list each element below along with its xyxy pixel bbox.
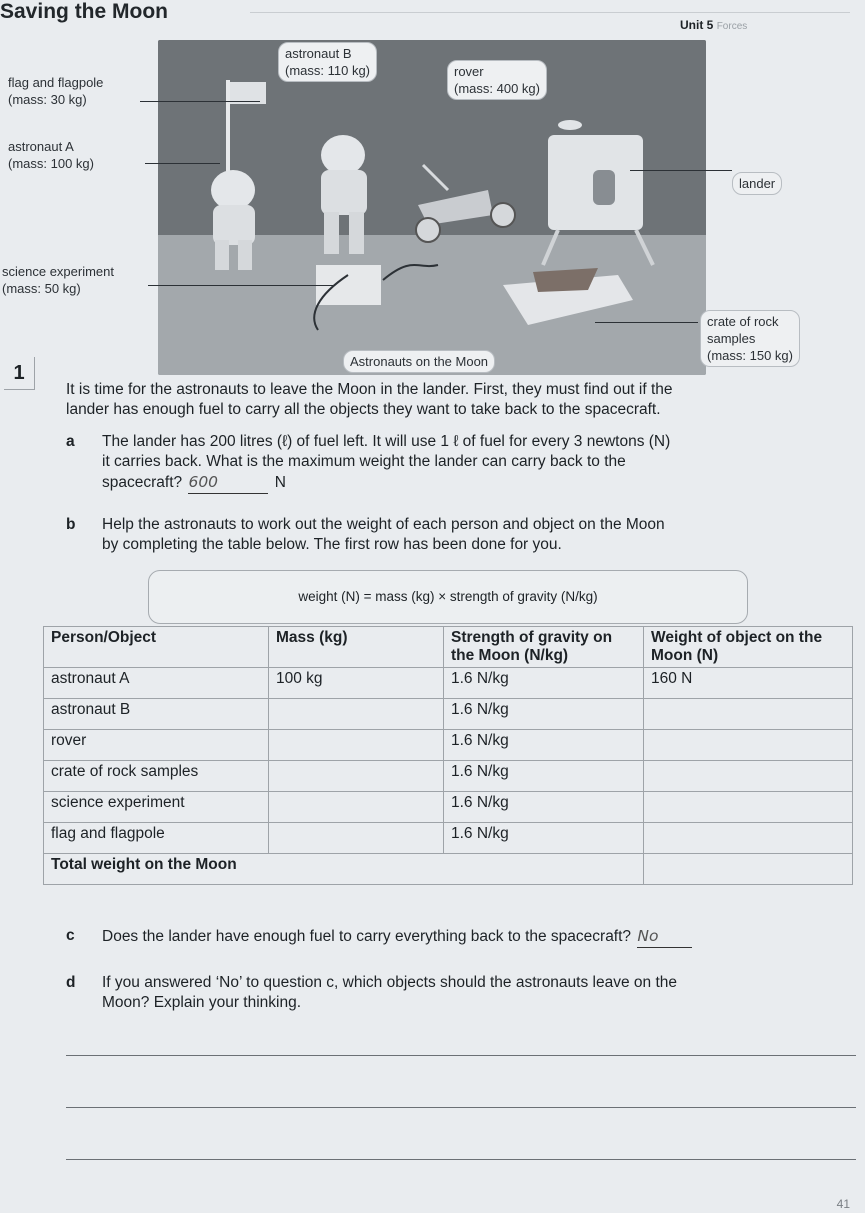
label-astronaut-a-name: astronaut A [8, 139, 74, 154]
label-crate [700, 310, 800, 367]
weight-formula: weight (N) = mass (kg) × strength of gravity (N/kg) [148, 570, 748, 624]
cell-gravity: 1.6 N/kg [444, 761, 644, 792]
question-number: 1 [4, 357, 35, 390]
cell-mass[interactable] [269, 761, 444, 792]
scene-caption: Astronauts on the Moon [343, 350, 495, 373]
cell-gravity: 1.6 N/kg [444, 792, 644, 823]
part-a-prefix: spacecraft? [102, 474, 183, 491]
cell-mass[interactable] [269, 823, 444, 854]
part-b-line-2: by completing the table below. The first row has been done for you. [102, 536, 562, 553]
answer-line-2[interactable] [66, 1107, 856, 1108]
part-c-text [102, 926, 858, 948]
intro-line-1: It is time for the astronauts to leave the Moon in the lander. First, they must find out if the [66, 381, 673, 398]
moon-illustration [158, 40, 706, 375]
header-person-object: Person/Object [44, 627, 269, 668]
table-total-row [44, 854, 853, 885]
label-lander: lander [732, 172, 782, 195]
cell-mass[interactable] [269, 792, 444, 823]
part-d-letter: d [66, 974, 76, 991]
label-flag-mass: (mass: 30 kg) [8, 92, 87, 107]
leader-astronaut-a [145, 163, 220, 164]
header-rule [250, 12, 850, 13]
unit-label [680, 18, 747, 32]
cell-weight[interactable] [644, 823, 853, 854]
label-flag-name: flag and flagpole [8, 75, 104, 90]
total-weight-cell[interactable] [644, 854, 853, 885]
part-a-line-1: The lander has 200 litres (ℓ) of fuel left. It will use 1 ℓ of fuel for every 3 newtons (N) [102, 433, 671, 450]
answer-line-1[interactable] [66, 1055, 856, 1056]
label-astronaut-a [8, 138, 94, 172]
cell-object: astronaut A [44, 668, 269, 699]
label-astronaut-b-mass: (mass: 110 kg) [285, 63, 371, 78]
astronaut-a-figure [211, 170, 255, 270]
astronaut-b-figure [321, 135, 367, 254]
cell-weight[interactable] [644, 730, 853, 761]
leader-lander [630, 170, 732, 171]
scene-drawing [158, 40, 706, 375]
header-weight: Weight of object on the Moon (N) [644, 627, 853, 668]
label-rover-mass: (mass: 400 kg) [454, 81, 540, 96]
cell-gravity: 1.6 N/kg [444, 730, 644, 761]
table-row [44, 668, 853, 699]
crate-figure [503, 268, 633, 325]
weight-table [43, 626, 853, 885]
part-a-answer-field[interactable] [188, 472, 268, 494]
rover-figure [416, 165, 515, 242]
answer-line-3[interactable] [66, 1159, 856, 1160]
leader-crate [595, 322, 698, 323]
cell-object: crate of rock samples [44, 761, 269, 792]
cell-mass[interactable] [269, 699, 444, 730]
part-b-letter: b [66, 516, 76, 533]
label-science [2, 263, 114, 297]
part-c-question: Does the lander have enough fuel to carry everything back to the spacecraft? [102, 928, 632, 945]
part-c-letter: c [66, 927, 75, 944]
unit-number: Unit 5 [680, 18, 714, 32]
table-header-row [44, 627, 853, 668]
part-a-unit: N [274, 474, 286, 491]
page-number: 41 [836, 1197, 850, 1211]
cell-gravity: 1.6 N/kg [444, 823, 644, 854]
label-astronaut-a-mass: (mass: 100 kg) [8, 156, 94, 171]
cell-object: rover [44, 730, 269, 761]
page-title: Saving the Moon [0, 0, 168, 23]
label-crate-mass: (mass: 150 kg) [707, 348, 793, 363]
cell-mass: 100 kg [269, 668, 444, 699]
label-science-mass: (mass: 50 kg) [2, 281, 81, 296]
part-d-line-2: Moon? Explain your thinking. [102, 994, 302, 1011]
part-c-answer-field[interactable] [637, 926, 692, 948]
leader-flag [140, 101, 260, 102]
question-intro [66, 380, 856, 420]
total-label: Total weight on the Moon [44, 854, 644, 885]
cell-object: flag and flagpole [44, 823, 269, 854]
cell-gravity: 1.6 N/kg [444, 668, 644, 699]
cell-gravity: 1.6 N/kg [444, 699, 644, 730]
table-row [44, 699, 853, 730]
cell-object: science experiment [44, 792, 269, 823]
leader-science [148, 285, 333, 286]
intro-line-2: lander has enough fuel to carry all the objects they want to take back to the spacecraft. [66, 401, 661, 418]
cell-mass[interactable] [269, 730, 444, 761]
label-crate-samples: samples [707, 331, 756, 346]
part-c-answer: No [637, 927, 659, 945]
cell-weight[interactable] [644, 699, 853, 730]
part-a-letter: a [66, 433, 75, 450]
part-b-text [102, 515, 852, 555]
label-science-name: science experiment [2, 264, 114, 279]
label-rover [447, 60, 547, 100]
part-d-text [102, 973, 858, 1013]
cell-object: astronaut B [44, 699, 269, 730]
part-a-answer-line [102, 472, 852, 494]
label-crate-name: crate of rock [707, 314, 779, 329]
table-row [44, 761, 853, 792]
unit-topic: Forces [716, 21, 748, 32]
label-rover-name: rover [454, 64, 484, 79]
cell-weight[interactable] [644, 761, 853, 792]
part-a-text [102, 432, 852, 494]
table-row [44, 792, 853, 823]
header-gravity: Strength of gravity on the Moon (N/kg) [444, 627, 644, 668]
lander-figure [543, 120, 653, 265]
table-row [44, 823, 853, 854]
part-a-line-2: it carries back. What is the maximum weight the lander can carry back to the [102, 453, 626, 470]
part-d-line-1: If you answered ‘No’ to question c, which objects should the astronauts leave on the [102, 974, 677, 991]
part-b-line-1: Help the astronauts to work out the weight of each person and object on the Moon [102, 516, 665, 533]
label-astronaut-b-name: astronaut B [285, 46, 352, 61]
cell-weight: 160 N [644, 668, 853, 699]
cell-weight[interactable] [644, 792, 853, 823]
label-flag [8, 74, 103, 108]
header-mass: Mass (kg) [269, 627, 444, 668]
part-a-answer: 600 [188, 473, 219, 491]
label-astronaut-b [278, 42, 377, 82]
science-experiment-figure [314, 265, 438, 330]
table-row [44, 730, 853, 761]
